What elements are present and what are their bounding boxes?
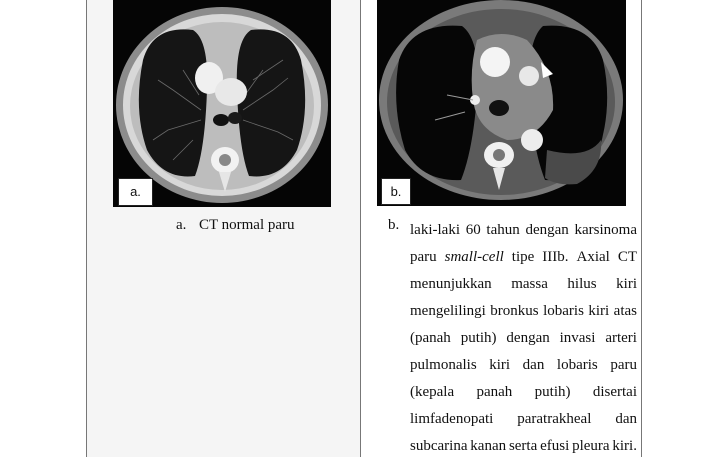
caption-b-word: panah	[476, 384, 513, 400]
caption-b-word: pleura	[572, 438, 610, 454]
caption-b-word: kiri	[588, 303, 610, 319]
caption-b-word: paru	[610, 357, 637, 373]
caption-b-line	[410, 406, 637, 433]
caption-b-word: efusi	[540, 438, 570, 454]
caption-b-word: tipe	[511, 249, 535, 265]
caption-b-word: small-cell	[444, 249, 504, 265]
caption-b-word: paru	[410, 249, 437, 265]
caption-b-word: serta	[508, 438, 538, 454]
caption-b-word: kiri	[489, 357, 511, 373]
caption-b-word: lobaris	[556, 357, 598, 373]
caption-b-line	[410, 325, 637, 352]
figure-a-caption	[176, 217, 295, 234]
caption-b-word: paratrakheal	[517, 411, 592, 427]
caption-b-line	[410, 379, 637, 406]
caption-b-word: putih)	[460, 330, 497, 346]
caption-b-word: massa	[511, 276, 548, 292]
caption-b-word: Axial	[576, 249, 610, 265]
caption-b-word: invasi	[559, 330, 596, 346]
caption-b-word: kanan	[470, 438, 507, 454]
caption-b-number: b.	[388, 217, 400, 233]
caption-a-text: CT normal paru	[199, 217, 295, 233]
ct-image-small-cell-carcinoma	[377, 0, 626, 206]
caption-b-word: pulmonalis	[410, 357, 477, 373]
caption-b-word: dengan	[506, 330, 550, 346]
caption-b-word: limfadenopati	[410, 411, 494, 427]
caption-b-line	[410, 244, 637, 271]
caption-b-word: dan	[522, 357, 545, 373]
caption-b-word: subcarina	[410, 438, 468, 454]
caption-b-word: menunjukkan	[410, 276, 492, 292]
caption-b-word: (panah	[410, 330, 451, 346]
caption-b-word: bronkus	[490, 303, 539, 319]
caption-b-word: hilus	[567, 276, 597, 292]
caption-b-word: arteri	[605, 330, 637, 346]
caption-b-word: CT	[617, 249, 637, 265]
caption-b-word: IIIb.	[542, 249, 569, 265]
caption-b-word: putih)	[534, 384, 571, 400]
caption-b-word: kiri.	[612, 438, 637, 454]
figure-b-label: b.	[381, 178, 411, 205]
caption-b-word: 60	[465, 222, 481, 238]
ct-image-normal-lung	[113, 0, 331, 207]
caption-b-line	[410, 217, 637, 244]
figure-a-label: a.	[118, 178, 153, 206]
caption-b-word: lobaris	[543, 303, 584, 319]
figure-b-caption	[410, 217, 637, 460]
caption-b-line	[410, 433, 637, 460]
caption-b-word: disertai	[592, 384, 637, 400]
caption-b-word: karsinoma	[574, 222, 637, 238]
caption-b-word: (kepala	[410, 384, 455, 400]
caption-b-word: atas	[613, 303, 637, 319]
caption-b-line	[410, 298, 637, 325]
caption-b-word: kiri	[616, 276, 637, 292]
caption-b-word: laki-laki	[410, 222, 460, 238]
caption-b-word: tahun	[486, 222, 520, 238]
caption-b-line	[410, 271, 637, 298]
caption-b-word: dengan	[525, 222, 569, 238]
caption-b-line	[410, 352, 637, 379]
caption-b-word: mengelilingi	[410, 303, 486, 319]
caption-b-word: dan	[615, 411, 637, 427]
caption-a-number: a.	[176, 217, 187, 233]
